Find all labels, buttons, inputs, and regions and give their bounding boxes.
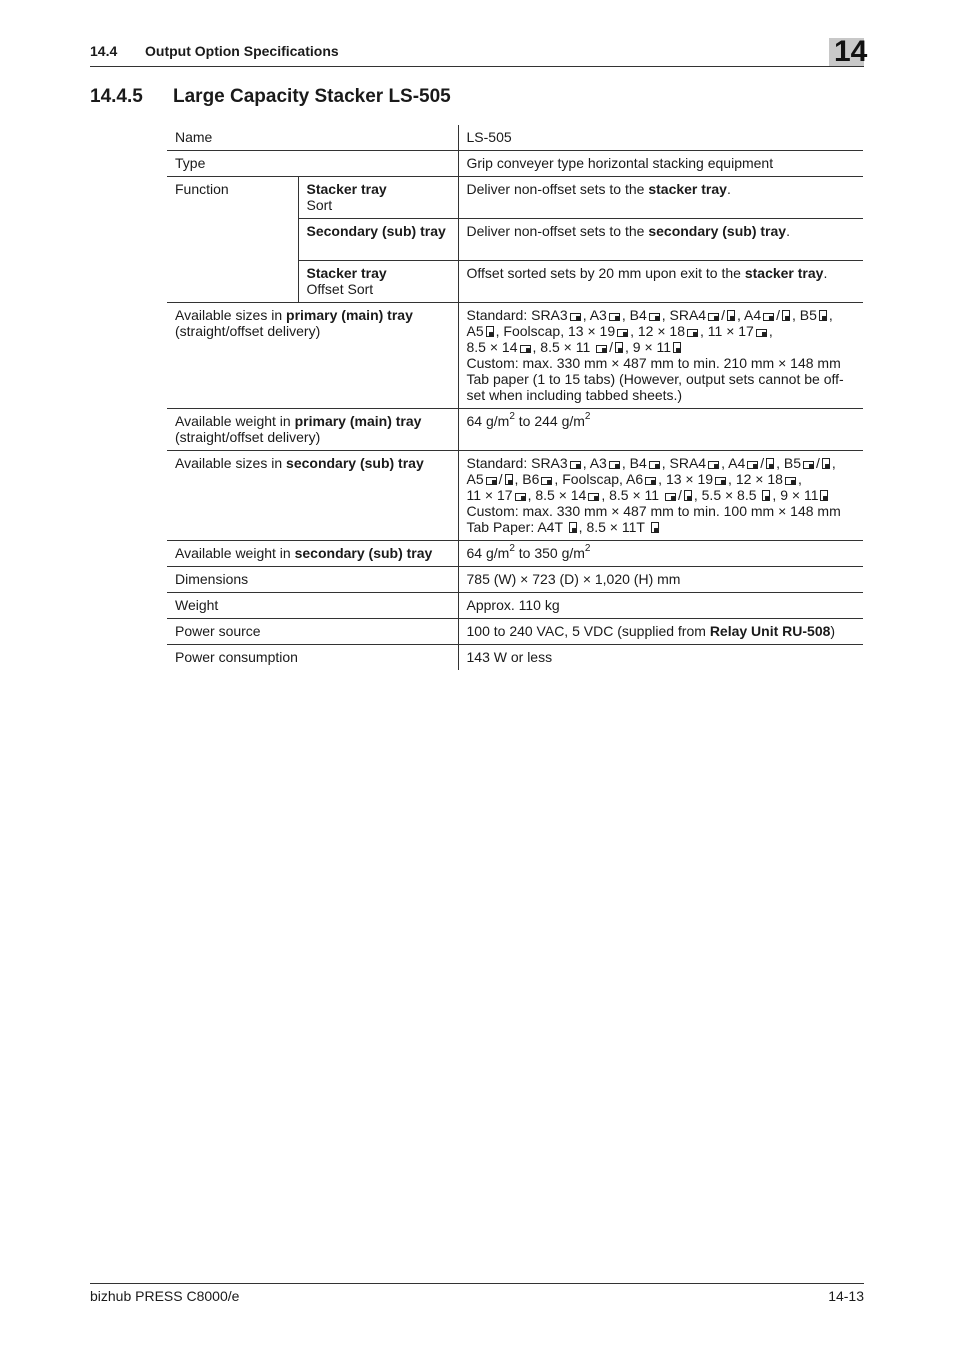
function-sub-label [298,261,458,303]
landscape-feed-icon [708,461,719,469]
table-row [167,567,863,593]
superscript: 2 [584,543,591,555]
row-label [167,409,458,451]
landscape-feed-icon [649,461,660,469]
table-row [167,541,863,567]
row-value [458,261,863,303]
landscape-feed-icon [570,461,581,469]
landscape-feed-icon [756,329,767,337]
size: 8.5 × 14 [466,339,518,355]
landscape-feed-icon [645,477,656,485]
portrait-feed-icon [782,310,790,321]
size: 9 × 11 [632,339,672,355]
chapter-number: 14 [834,35,868,68]
size: A3 [589,455,607,471]
portrait-feed-icon [820,490,828,501]
label-bold: secondary (sub) tray [286,455,424,471]
size: A4 [728,455,746,471]
table-row [167,409,863,451]
sub-label-bold: Stacker tray [306,181,387,197]
value-text: Custom: max. 330 mm × 487 mm to min. 210 mm × 148 mm [466,355,841,371]
portrait-feed-icon [727,310,735,321]
row-label [167,451,458,541]
size: 9 × 11 [780,487,819,503]
header-section-title: Output Option Specifications [145,43,339,59]
landscape-feed-icon [803,461,814,469]
row-label: Dimensions [167,567,458,593]
size: A4 [744,307,762,323]
size: Foolscap [562,471,620,487]
size: B4 [629,455,647,471]
footer-product: bizhub PRESS C8000/e [90,1288,240,1304]
size: A4T [537,519,563,535]
row-label: Weight [167,593,458,619]
superscript: 2 [509,543,515,555]
row-label: Type [167,151,458,177]
value-text: Tab Paper: [466,519,538,535]
portrait-feed-icon [819,310,827,321]
row-value: 143 W or less [458,645,863,671]
table-row [167,125,863,151]
portrait-feed-icon [822,458,830,469]
row-value [458,177,863,219]
table-row [167,619,863,645]
landscape-feed-icon [665,493,676,501]
table-row [167,151,863,177]
portrait-feed-icon [766,458,774,469]
sub-label-bold: Secondary (sub) tray [306,223,446,239]
value-text: Deliver non-offset sets to the [466,223,649,239]
row-label: Function [167,177,298,303]
portrait-feed-icon [651,522,659,533]
landscape-feed-icon [570,313,581,321]
row-value [458,409,863,451]
row-value: Standard: SRA3 , A3 , B4 , SRA4 / , A4 / , B5 , A5 , Foolscap, 13 × 19 , 12 × 18 , 11 × 17 , 8.5 × 14 , 8.5 × 11 / , 9 × 11 Custom: max. 330 mm × 487 mm to min. 210 mm × 148 mm Tab paper (1 to 15 tabs) (However, output sets cannot be off- set when including tabbed sheets.) [458,303,863,409]
portrait-feed-icon [569,522,577,533]
value-text: Deliver non-offset sets to the [466,181,649,197]
size: 13 × 19 [568,323,616,339]
size: B6 [522,471,540,487]
landscape-feed-icon [609,313,620,321]
value-text: Standard: [466,307,532,323]
landscape-feed-icon [747,461,758,469]
size: 12 × 18 [735,471,783,487]
superscript: 2 [584,411,591,423]
portrait-feed-icon [762,490,770,501]
function-sub-label [298,177,458,219]
value-text: Tab paper (1 to 15 tabs) (However, output sets cannot be off- [466,371,844,387]
row-value [458,619,863,645]
sub-label-text: Sort [306,197,333,213]
value-text: set when including tabbed sheets.) [466,387,683,403]
label-text: Available sizes in [175,307,287,323]
value-text: ) [830,623,836,639]
value-text: . [726,181,731,197]
value-text: 100 to 240 VAC, 5 VDC (supplied from [466,623,710,639]
portrait-feed-icon [673,342,681,353]
label-text: Available weight in [175,545,295,561]
table-row [167,593,863,619]
sub-label-text: Offset Sort [306,281,374,297]
size: B5 [799,307,817,323]
label-bold: primary (main) tray [286,307,413,323]
landscape-feed-icon [617,329,628,337]
value-text: Offset sorted sets by 20 mm upon exit to the [466,265,745,281]
size: A6 [626,471,644,487]
row-value [458,541,863,567]
page-title [90,86,451,108]
table-row [167,177,863,219]
size: 11 × 17 [466,487,513,503]
portrait-feed-icon [486,326,494,337]
row-value: Standard: SRA3 , A3 , B4 , SRA4 , A4 / , B5 / , A5 / , B6 , Foolscap, A6 , 13 × 19 , 12 × 18 , 11 × 17 , 8.5 × 14 , 8.5 × 11 / , 5.5 × 8.5 , 9 × 11 Custom: max. 330 mm × 487 mm to min. 100 mm × 148 mm Tab Paper: A4T , 8.5 × 11T [458,451,863,541]
header-section-number: 14.4 [90,43,118,59]
size: B5 [783,455,802,471]
landscape-feed-icon [588,493,599,501]
size: B4 [629,307,647,323]
table-row [167,451,863,541]
size: 8.5 × 11 [609,487,660,503]
landscape-feed-icon [785,477,796,485]
row-value: LS-505 [458,125,863,151]
portrait-feed-icon [684,490,692,501]
footer-page-number: 14-13 [828,1288,864,1304]
landscape-feed-icon [609,461,620,469]
portrait-feed-icon [615,342,623,353]
label-text: (straight/offset delivery) [175,323,321,339]
landscape-feed-icon [596,345,607,353]
size: SRA4 [669,307,707,323]
label-text: (straight/offset delivery) [175,429,321,445]
row-value: 785 (W) × 723 (D) × 1,020 (H) mm [458,567,863,593]
size: SRA3 [531,307,568,323]
size: 8.5 × 14 [535,487,587,503]
portrait-feed-icon [505,474,513,485]
superscript: 2 [509,411,515,423]
value-text: 64 g/m [466,413,510,429]
sub-label-bold: Stacker tray [306,265,387,281]
size: A3 [589,307,607,323]
size: 11 × 17 [707,323,754,339]
value-bold: Relay Unit RU-508 [709,623,831,639]
value-text: . [786,223,790,239]
value-text: Custom: max. 330 mm × 487 mm to min. 100 mm × 148 mm [466,503,841,519]
row-value: Grip conveyer type horizontal stacking equipment [458,151,863,177]
page-footer [90,1283,864,1304]
label-bold: primary (main) tray [294,413,422,429]
landscape-feed-icon [515,493,526,501]
size: Foolscap [503,323,561,339]
value-text: . [823,265,828,281]
landscape-feed-icon [486,477,497,485]
title-number: 14.4.5 [90,86,143,107]
label-bold: secondary (sub) tray [294,545,433,561]
value-bold: secondary (sub) tray [648,223,787,239]
label-text: Available weight in [175,413,295,429]
value-bold: stacker tray [648,181,727,197]
value-bold: stacker tray [744,265,824,281]
landscape-feed-icon [763,313,774,321]
landscape-feed-icon [649,313,660,321]
landscape-feed-icon [715,477,726,485]
value-text: Standard: [466,455,532,471]
row-label: Power source [167,619,458,645]
row-label: Name [167,125,458,151]
table-row [167,303,863,409]
landscape-feed-icon [687,329,698,337]
value-text: 64 g/m [466,545,510,561]
row-value: Approx. 110 kg [458,593,863,619]
page-header [90,40,864,67]
label-text: Available sizes in [175,455,287,471]
size: A5 [466,323,484,339]
size: SRA3 [531,455,568,471]
size: 12 × 18 [637,323,685,339]
row-label: Power consumption [167,645,458,671]
landscape-feed-icon [520,345,531,353]
landscape-feed-icon [541,477,552,485]
function-sub-label [298,219,458,261]
landscape-feed-icon [708,313,719,321]
size: 8.5 × 11T [586,519,645,535]
value-text: to 244 g/m [514,413,585,429]
spec-table [167,125,863,670]
row-value [458,219,863,261]
row-label [167,541,458,567]
size: 5.5 × 8.5 [701,487,757,503]
size: 13 × 19 [665,471,714,487]
table-row [167,645,863,671]
size: A5 [466,471,484,487]
row-label [167,303,458,409]
size: 8.5 × 11 [540,339,591,355]
title-text: Large Capacity Stacker LS-505 [173,86,451,107]
size: SRA4 [669,455,707,471]
value-text: to 350 g/m [514,545,585,561]
